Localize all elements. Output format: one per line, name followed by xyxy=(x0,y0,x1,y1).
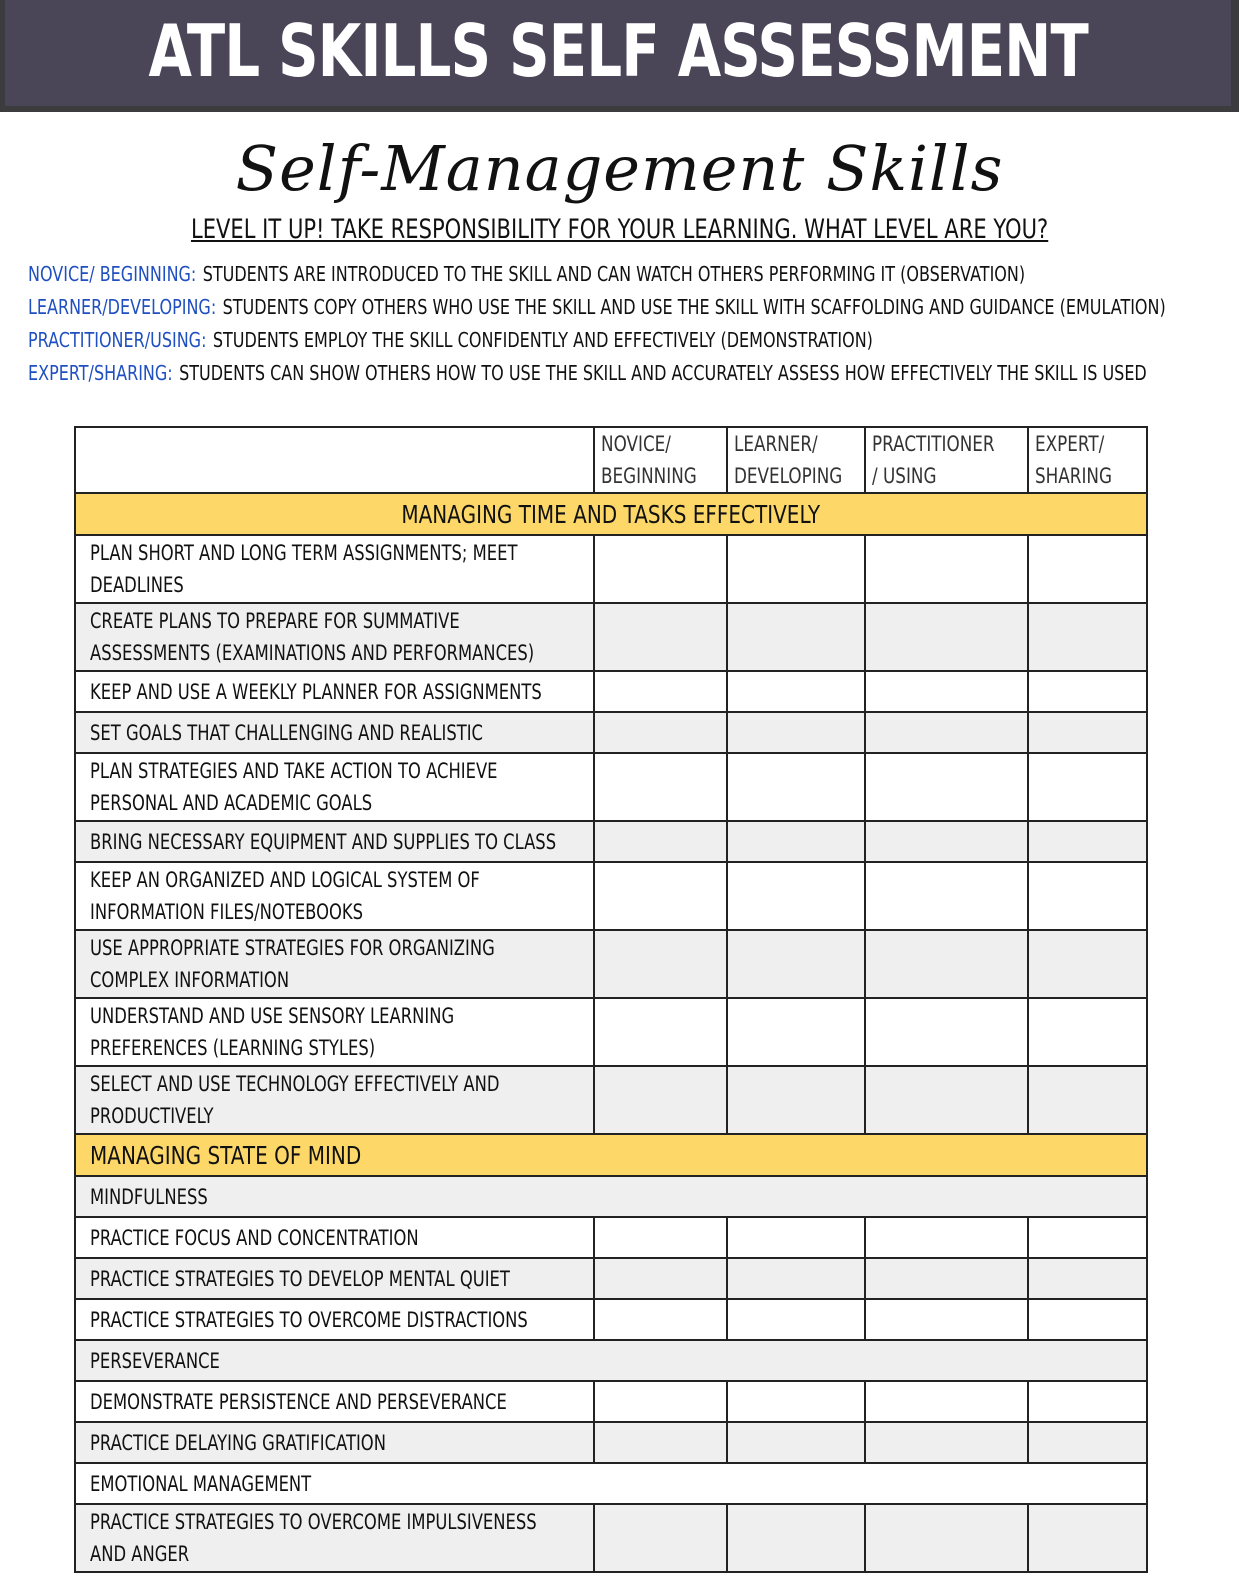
skill-name: KEEP AND USE A WEEKLY PLANNER FOR ASSIGNMENTS xyxy=(90,679,542,704)
rating-cell-practitioner[interactable] xyxy=(865,1299,1028,1340)
table-row xyxy=(75,930,1147,998)
rating-cell-novice[interactable] xyxy=(594,1299,727,1340)
skill-name: KEEP AN ORGANIZED AND LOGICAL SYSTEM OF INFORMATION FILES/NOTEBOOKS xyxy=(90,868,480,924)
rating-cell-practitioner[interactable] xyxy=(865,1504,1028,1572)
subsection-header xyxy=(75,1176,1147,1217)
table-row xyxy=(75,1066,1147,1134)
rating-cell-learner[interactable] xyxy=(727,1381,865,1422)
table-row xyxy=(75,998,1147,1066)
table-row xyxy=(75,753,1147,821)
skill-name-cell xyxy=(75,671,594,712)
skill-column-header xyxy=(75,427,594,493)
skill-name: DEMONSTRATE PERSISTENCE AND PERSEVERANCE xyxy=(90,1389,507,1414)
level-description: STUDENTS ARE INTRODUCED TO THE SKILL AND CAN WATCH OTHERS PERFORMING IT (OBSERVATION) xyxy=(202,262,1026,286)
rating-cell-novice[interactable] xyxy=(594,998,727,1066)
skill-name-cell xyxy=(75,930,594,998)
rating-cell-novice[interactable] xyxy=(594,821,727,862)
rating-cell-learner[interactable] xyxy=(727,753,865,821)
level-definitions xyxy=(28,258,1228,390)
skill-name: USE APPROPRIATE STRATEGIES FOR ORGANIZING COMPLEX INFORMATION xyxy=(90,936,495,992)
rating-cell-learner[interactable] xyxy=(727,1217,865,1258)
rating-cell-practitioner[interactable] xyxy=(865,862,1028,930)
skill-name-cell xyxy=(75,1504,594,1572)
skill-name-cell xyxy=(75,862,594,930)
table-body xyxy=(75,493,1147,1572)
rating-cell-learner[interactable] xyxy=(727,998,865,1066)
table-row xyxy=(75,862,1147,930)
table-row xyxy=(75,1258,1147,1299)
section-header xyxy=(75,493,1147,535)
column-header-label: EXPERT/ SHARING xyxy=(1035,432,1113,488)
rating-cell-expert[interactable] xyxy=(1028,821,1147,862)
skill-name: BRING NECESSARY EQUIPMENT AND SUPPLIES TO CLASS xyxy=(90,829,557,854)
skill-name: PLAN STRATEGIES AND TAKE ACTION TO ACHIEVE PERSONAL AND ACADEMIC GOALS xyxy=(90,759,498,815)
title-banner xyxy=(0,0,1239,112)
skill-name-cell xyxy=(75,1066,594,1134)
rating-cell-learner[interactable] xyxy=(727,603,865,671)
rating-cell-expert[interactable] xyxy=(1028,1422,1147,1463)
rating-cell-expert[interactable] xyxy=(1028,535,1147,603)
rating-cell-expert[interactable] xyxy=(1028,671,1147,712)
skill-name-cell xyxy=(75,1381,594,1422)
table-header-row xyxy=(75,427,1147,493)
title-banner-inner xyxy=(5,0,1231,106)
rating-cell-learner[interactable] xyxy=(727,1066,865,1134)
skill-name: PRACTICE STRATEGIES TO OVERCOME DISTRACTIONS xyxy=(90,1307,528,1332)
rating-cell-learner[interactable] xyxy=(727,1504,865,1572)
rating-cell-novice[interactable] xyxy=(594,535,727,603)
skill-name: PRACTICE STRATEGIES TO OVERCOME IMPULSIVENESS AND ANGER xyxy=(90,1510,537,1566)
skill-name-cell xyxy=(75,535,594,603)
subsection-row xyxy=(75,1463,1147,1504)
rating-cell-learner[interactable] xyxy=(727,1258,865,1299)
skill-name-cell xyxy=(75,998,594,1066)
page-title: ATL SKILLS SELF ASSESSMENT xyxy=(148,9,1088,93)
rating-cell-expert[interactable] xyxy=(1028,1258,1147,1299)
skill-name: SET GOALS THAT CHALLENGING AND REALISTIC xyxy=(90,720,483,745)
skill-name-cell xyxy=(75,1258,594,1299)
rating-cell-expert[interactable] xyxy=(1028,930,1147,998)
skill-name-cell xyxy=(75,1217,594,1258)
rating-cell-expert[interactable] xyxy=(1028,753,1147,821)
rating-cell-practitioner[interactable] xyxy=(865,1381,1028,1422)
tagline: LEVEL IT UP! TAKE RESPONSIBILITY FOR YOUR LEARNING. WHAT LEVEL ARE YOU? xyxy=(190,214,1049,245)
rating-cell-novice[interactable] xyxy=(594,1258,727,1299)
rating-cell-expert[interactable] xyxy=(1028,862,1147,930)
rating-cell-learner[interactable] xyxy=(727,862,865,930)
table-row xyxy=(75,1299,1147,1340)
rating-cell-practitioner[interactable] xyxy=(865,712,1028,753)
subsection-title: EMOTIONAL MANAGEMENT xyxy=(90,1471,312,1496)
section-title: MANAGING TIME AND TASKS EFFECTIVELY xyxy=(401,499,821,529)
rating-cell-expert[interactable] xyxy=(1028,1299,1147,1340)
section-header xyxy=(75,1134,1147,1176)
rating-cell-practitioner[interactable] xyxy=(865,821,1028,862)
rating-cell-learner[interactable] xyxy=(727,930,865,998)
column-header-learner xyxy=(727,427,865,493)
table-row xyxy=(75,603,1147,671)
rating-cell-practitioner[interactable] xyxy=(865,1258,1028,1299)
rating-cell-novice[interactable] xyxy=(594,603,727,671)
rating-cell-novice[interactable] xyxy=(594,1217,727,1258)
level-definition xyxy=(28,258,1026,291)
column-header-novice xyxy=(594,427,727,493)
rating-cell-learner[interactable] xyxy=(727,1422,865,1463)
level-term: EXPERT/SHARING: xyxy=(28,361,173,385)
skill-name-cell xyxy=(75,1299,594,1340)
section-title: MANAGING STATE OF MIND xyxy=(90,1140,362,1170)
skill-name: PRACTICE FOCUS AND CONCENTRATION xyxy=(90,1225,419,1250)
subsection-header xyxy=(75,1463,1147,1504)
level-definition xyxy=(28,291,1166,324)
rating-cell-novice[interactable] xyxy=(594,1504,727,1572)
rating-cell-novice[interactable] xyxy=(594,1066,727,1134)
rating-cell-practitioner[interactable] xyxy=(865,1217,1028,1258)
rating-cell-novice[interactable] xyxy=(594,862,727,930)
rating-cell-novice[interactable] xyxy=(594,671,727,712)
level-description: STUDENTS CAN SHOW OTHERS HOW TO USE THE SKILL AND ACCURATELY ASSESS HOW EFFECTIVELY THE SKILL IS USED xyxy=(179,361,1147,385)
rating-cell-practitioner[interactable] xyxy=(865,930,1028,998)
subsection-header xyxy=(75,1340,1147,1381)
skill-name: UNDERSTAND AND USE SENSORY LEARNING PREFERENCES (LEARNING STYLES) xyxy=(90,1004,455,1060)
skill-name: SELECT AND USE TECHNOLOGY EFFECTIVELY AND PRODUCTIVELY xyxy=(90,1072,500,1128)
rating-cell-expert[interactable] xyxy=(1028,1066,1147,1134)
skill-name-cell xyxy=(75,1422,594,1463)
skill-name-cell xyxy=(75,712,594,753)
subsection-row xyxy=(75,1176,1147,1217)
rating-cell-practitioner[interactable] xyxy=(865,1066,1028,1134)
subsection-title: MINDFULNESS xyxy=(90,1184,208,1209)
skill-name-cell xyxy=(75,753,594,821)
rating-cell-practitioner[interactable] xyxy=(865,753,1028,821)
column-header-label: PRACTITIONER / USING xyxy=(872,432,995,488)
level-definition xyxy=(28,357,1147,390)
rating-cell-learner[interactable] xyxy=(727,1299,865,1340)
rating-cell-expert[interactable] xyxy=(1028,1504,1147,1572)
skill-name: PLAN SHORT AND LONG TERM ASSIGNMENTS; MEET DEADLINES xyxy=(90,541,518,597)
section-header-row xyxy=(75,1134,1147,1176)
column-header-expert xyxy=(1028,427,1147,493)
rating-cell-novice[interactable] xyxy=(594,753,727,821)
rating-cell-expert[interactable] xyxy=(1028,998,1147,1066)
rating-cell-expert[interactable] xyxy=(1028,603,1147,671)
table-row xyxy=(75,712,1147,753)
column-header-label: NOVICE/ BEGINNING xyxy=(601,432,697,488)
level-term: NOVICE/ BEGINNING: xyxy=(28,262,197,286)
table-row xyxy=(75,821,1147,862)
skill-name: PRACTICE DELAYING GRATIFICATION xyxy=(90,1430,386,1455)
section-subtitle: Self-Management Skills xyxy=(235,132,1004,205)
skill-name: PRACTICE STRATEGIES TO DEVELOP MENTAL QUIET xyxy=(90,1266,510,1291)
rating-cell-practitioner[interactable] xyxy=(865,671,1028,712)
subsection-row xyxy=(75,1340,1147,1381)
rating-cell-novice[interactable] xyxy=(594,1422,727,1463)
rating-cell-learner[interactable] xyxy=(727,712,865,753)
level-term: PRACTITIONER/USING: xyxy=(28,328,207,352)
table-row xyxy=(75,1217,1147,1258)
level-description: STUDENTS EMPLOY THE SKILL CONFIDENTLY AND EFFECTIVELY (DEMONSTRATION) xyxy=(212,328,873,352)
rating-cell-learner[interactable] xyxy=(727,535,865,603)
rating-cell-practitioner[interactable] xyxy=(865,603,1028,671)
section-header-row xyxy=(75,493,1147,535)
subsection-title: PERSEVERANCE xyxy=(90,1348,220,1373)
table-row xyxy=(75,671,1147,712)
rating-cell-novice[interactable] xyxy=(594,712,727,753)
rating-cell-learner[interactable] xyxy=(727,821,865,862)
level-definition xyxy=(28,324,988,357)
table-row xyxy=(75,535,1147,603)
skill-name-cell xyxy=(75,821,594,862)
rating-cell-novice[interactable] xyxy=(594,930,727,998)
table-row xyxy=(75,1422,1147,1463)
table-row xyxy=(75,1381,1147,1422)
level-term: LEARNER/DEVELOPING: xyxy=(28,295,217,319)
rating-cell-expert[interactable] xyxy=(1028,1217,1147,1258)
assessment-table xyxy=(74,426,1148,1573)
column-header-label: LEARNER/ DEVELOPING xyxy=(734,432,843,488)
table-row xyxy=(75,1504,1147,1572)
skill-name: CREATE PLANS TO PREPARE FOR SUMMATIVE ASSESSMENTS (EXAMINATIONS AND PERFORMANCES) xyxy=(90,609,535,665)
rating-cell-practitioner[interactable] xyxy=(865,1422,1028,1463)
rating-cell-expert[interactable] xyxy=(1028,1381,1147,1422)
rating-cell-practitioner[interactable] xyxy=(865,998,1028,1066)
rating-cell-expert[interactable] xyxy=(1028,712,1147,753)
column-header-practitioner xyxy=(865,427,1028,493)
rating-cell-learner[interactable] xyxy=(727,671,865,712)
skill-name-cell xyxy=(75,603,594,671)
rating-cell-novice[interactable] xyxy=(594,1381,727,1422)
level-description: STUDENTS COPY OTHERS WHO USE THE SKILL AND USE THE SKILL WITH SCAFFOLDING AND GUIDANCE (EMULATION) xyxy=(222,295,1166,319)
rating-cell-practitioner[interactable] xyxy=(865,535,1028,603)
